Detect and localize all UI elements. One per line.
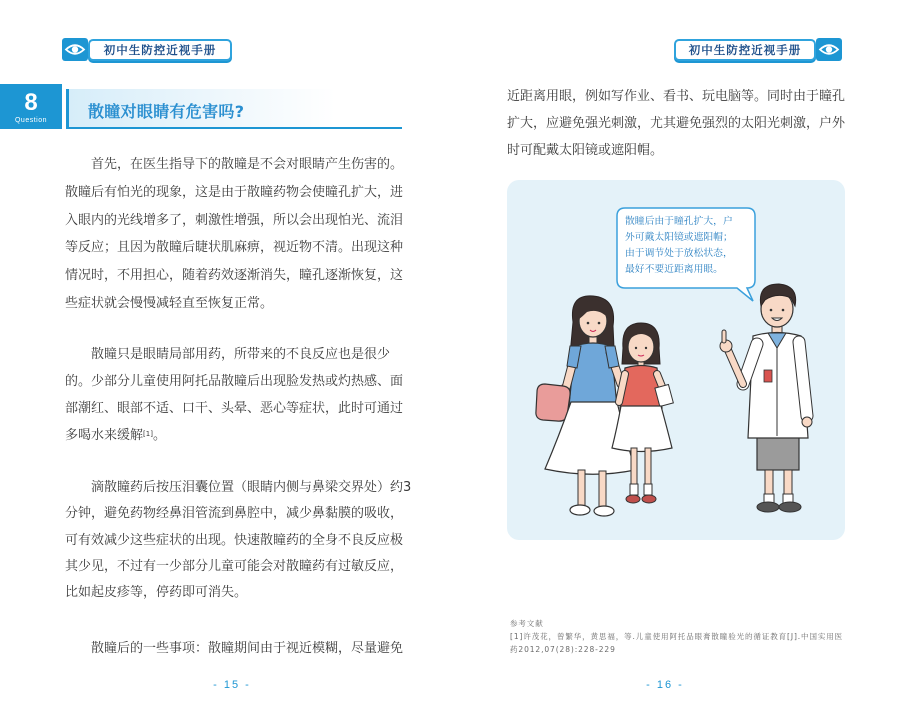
girl-eye <box>635 347 637 349</box>
body-line: 散瞳后的一些事项：散瞳期间由于视近模糊，尽量避免 <box>91 641 404 656</box>
page-number: - 16 - <box>646 679 684 691</box>
page-number: - 15 - <box>213 679 251 691</box>
speech-bubble-text <box>625 214 753 278</box>
body-line: 的。少部分儿童使用阿托品散瞳后出现脸发热或灼热感、面 <box>65 374 404 389</box>
header-book-title: 初中生防控近视手册 <box>674 39 816 61</box>
speech-bubble-line: 最好不要近距离用眼。 <box>625 264 723 275</box>
body-line: 时可配戴太阳镜或遮阳帽。 <box>507 143 664 158</box>
girl-shoe <box>626 495 640 503</box>
body-line: 散瞳后有怕光的现象，这是由于散瞳药物会使瞳孔扩大，进 <box>65 184 404 200</box>
body-line <box>65 422 402 449</box>
girl-sock <box>630 484 638 495</box>
illustration-panel <box>507 180 845 540</box>
mother-eye <box>587 322 590 325</box>
section-title: 散瞳对眼睛有危害吗? <box>88 102 245 121</box>
body-line: 首先，在医生指导下的散瞳是不会对眼睛产生伤害的。 <box>91 157 404 172</box>
body-line: 扩大，应避免强光刺激，尤其避免强烈的太阳光刺激，户外 <box>507 116 846 131</box>
doctor-pointing-finger <box>722 330 726 343</box>
body-line-end: 。 <box>152 428 166 443</box>
body-line: 入眼内的光线增多了，刺激性增强，所以会出现怕光、流泪 <box>65 212 404 228</box>
question-label: Question <box>14 117 48 124</box>
body-line: 比如起皮疹等，停药即可消失。 <box>65 585 248 601</box>
speech-bubble-line: 外可戴太阳镜或遮阳帽； <box>625 232 733 243</box>
body-line: 等反应；且因为散瞳后睫状肌麻痹，视近物不清。出现这种 <box>65 240 404 256</box>
citation-mark: [1] <box>143 430 153 438</box>
eye-icon <box>816 38 842 61</box>
doctor-shoe <box>779 502 801 512</box>
girl-sock <box>644 484 652 495</box>
girl-leg <box>631 448 637 486</box>
references <box>510 617 843 656</box>
speech-bubble-line: 由于调节处于放松状态， <box>625 248 733 259</box>
doctor-leg <box>765 470 773 496</box>
doctor-badge <box>764 370 772 382</box>
mother-shoe <box>594 506 614 516</box>
body-line: 滴散瞳药后按压泪囊位置（眼睛内侧与鼻梁交界处）约3 <box>91 480 412 495</box>
paragraph <box>65 151 402 318</box>
body-line: 些症状就会慢慢减轻直至恢复正常。 <box>65 295 274 311</box>
doctor-forearm-fill <box>728 350 743 384</box>
reference-line: 药2012,07(28):228-229 <box>510 645 616 654</box>
paragraph <box>65 635 402 662</box>
doctor-figure <box>720 284 812 512</box>
question-number: 8 <box>24 89 38 116</box>
reference-line: [1]许茂花，曾繁华，黄思福，等.儿童使用阿托品眼膏散瞳验光的循证教育[J].中国实用医 <box>510 632 844 641</box>
body-line: 散瞳只是眼睛局部用药，所带来的不良反应也是很少 <box>91 347 391 362</box>
doctor-hand <box>802 417 812 427</box>
section-title-panel <box>66 89 402 129</box>
body-line: 分钟，避免药物经鼻泪管流到鼻腔中，减少鼻黏膜的吸收， <box>65 506 404 522</box>
speech-bubble-line: 散瞳后由于瞳孔扩大，户 <box>625 216 733 227</box>
mother-leg <box>599 471 606 507</box>
body-line: 近距离用眼，例如写作业、看书、玩电脑等。同时由于瞳孔 <box>507 89 846 104</box>
body-line-text: 多喝水来缓解 <box>65 428 144 443</box>
body-line: 情况时，不用担心，随着药效逐渐消失，瞳孔逐渐恢复，这 <box>65 268 404 284</box>
mother-leg <box>578 470 585 506</box>
mother-shoe <box>570 505 590 515</box>
paragraph <box>507 83 846 164</box>
body-line: 部潮红、眼部不适、口干、头晕、恶心等症状，此时可通过 <box>65 401 404 416</box>
references-heading: 参考文献 <box>510 619 544 628</box>
paragraph <box>65 475 412 606</box>
mother-bag <box>536 384 570 421</box>
girl-eye <box>645 347 647 349</box>
girl-shoe <box>642 495 656 503</box>
mother-eye <box>598 322 601 325</box>
girl-skirt <box>612 406 672 452</box>
question-number-box <box>0 84 62 129</box>
header-book-title: 初中生防控近视手册 <box>88 39 232 61</box>
eye-icon <box>62 38 88 61</box>
doctor-eye <box>770 309 773 312</box>
girl-figure <box>612 323 673 503</box>
doctor-leg <box>784 470 792 496</box>
doctor-eye <box>782 309 785 312</box>
paragraph <box>65 341 402 449</box>
girl-leg <box>645 448 651 486</box>
body-line: 其少见，不过有一少部分儿童可能会对散瞳药有过敏反应， <box>65 558 404 574</box>
doctor-shoe <box>757 502 779 512</box>
body-line: 可有效减少这些症状的出现。快速散瞳药的全身不良反应极 <box>65 532 404 548</box>
